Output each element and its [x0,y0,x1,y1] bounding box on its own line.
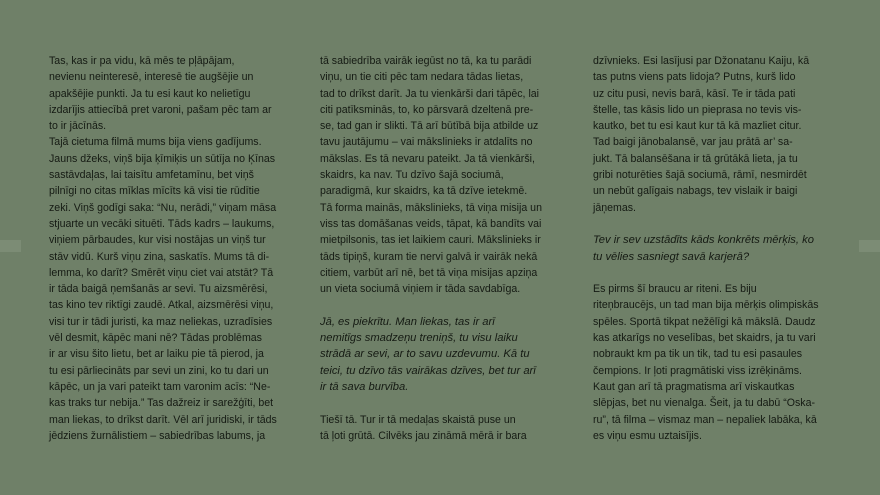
text-line: viņiem pārbaudes, kur visi nostājas un viņš tur [49,234,266,247]
text-line: zeki. Viņš godīgi saka: “Nu, nerādi,” viņam māsa [49,201,277,214]
text-line: mietpilsonis, tas iet laikiem cauri. Mākslinieks ir [320,234,541,247]
text-line: tavu jautājumu – vai mākslinieks ir atdalīts no [320,136,533,149]
prev-page-tab[interactable] [0,240,21,252]
text-line: un nebūt galīgais nabags, tev vislaik ir baigi [593,185,798,198]
text-line: jāņemas. [593,201,636,214]
text-line: kautko, bet tu esi kaut kur tā kā mazliet citur. [593,120,802,133]
interview-question-line: ir tā sava burvība. [320,380,409,393]
text-line: Tajā cietuma filmā mums bija viens gadījums. [49,136,262,149]
text-column-right [593,53,819,444]
text-line: citi patīksminās, to, ko pārsvarā dzeltenā pre- [320,103,534,116]
text-line: un vieta sociumā viņiem ir tāda savdabīga. [320,283,521,296]
text-line: Tiešī tā. Tur ir tā medaļas skaistā puse un [320,413,516,426]
text-line: kas traks tur nebija.” Tas dažreiz ir sarežģīti, bet [49,397,274,410]
text-column-left [49,53,277,444]
text-line: tas kino tev riktīgi zaudē. Atkal, aizsmērēsi viņu, [49,299,274,312]
text-line: tas putns viens pats lidoja? Putns, kurš lido [593,71,796,84]
text-column-middle [320,53,542,444]
text-line: izdarījis attiecībā pret varoni, pašam pēc tam ar [49,103,272,116]
interview-question-line: teici, tu dzīvo tās vairākas dzīves, bet tur arī [320,364,536,377]
text-line: mākslas. Es tā nevaru pateikt. Ja tā vienkārši, [320,152,535,165]
text-line: Es pirms šī braucu ar riteni. Es biju [593,283,757,296]
text-line: stjuarte un vecāki situēti. Tāds kadrs – laukums, [49,217,275,230]
text-line: štelle, tas kāsis lido un pieprasa no tevis vis- [593,103,802,116]
text-line: nevienu neinteresē, interesē tie augšējie un [49,71,254,84]
text-line: se, tad gan ir slikti. Tā arī būtībā bija atbilde uz [320,120,539,133]
text-line: ru”, tā filma – vismaz man – nepaliek labāka, kā [593,413,817,426]
text-line: lemma, ko darīt? Smērēt viņu ciet vai atstāt? Tā [49,266,274,279]
next-page-tab[interactable] [859,240,880,252]
paragraph-gap [593,216,819,232]
interview-question-line: tu vēlies sasniegt savā karjerā? [593,250,750,263]
text-line: čempions. Ir ļoti pragmātiski viss izrēķināms. [593,364,802,377]
text-line: nobraukt km pa tik un tik, tad tu esi pasaules [593,348,803,361]
text-line: kāpēc, un ja vari pateikt tam varonim acīs: “Ne- [49,380,271,393]
text-line: viss tas domāšanas veids, tāpat, kā bandīts vai [320,217,542,230]
text-line: dzīvnieks. Esi lasījusi par Džonatanu Kaiju, kā [593,55,810,67]
paragraph-gap [320,395,542,411]
text-line: skaidrs, ka nav. Tu dzīvo šajā sociumā, [320,169,504,182]
text-line: to ir jācīnās. [49,120,107,133]
text-line: jēdziens žurnālistiem – sabiedrības labums, ja [49,429,266,442]
text-line: slēpjas, bet nu vienalga. Šeit, ja tu dabū “Oska- [593,397,816,410]
text-line: riteņbraucējs, un tad man bija mērķis olimpiskās [593,299,819,312]
text-line: jukt. Tā balansēšana ir tā grūtākā lieta, ja tu [593,152,798,165]
text-line: viņu, un tie citi pēc tam nedara tādas lietas, [320,71,524,84]
text-line: pilnīgi no citas mīklas mīcīts kā visi tie rūdītie [49,185,260,198]
text-line: paradigmā, kur skaidrs, ka tā dzīve ietekmē. [320,185,528,198]
text-line: ir ar visu šito lietu, bet ar laiku pie tā pierod, ja [49,348,264,361]
text-line: Kaut gan arī tā pragmatisma arī viskautkas [593,380,795,393]
text-line: tad to drīkst darīt. Ja tu vienkārši dari tāpēc, lai [320,87,540,100]
text-line: citiem, varbūt arī nē, bet tā viņa misijas apziņa [320,266,538,279]
text-line: stāv vidū. Kurš viņu zina, saskatīs. Mums tā di- [49,250,270,263]
paragraph-gap [320,297,542,313]
interview-question-line: nemitīgs smadzeņu treniņš, tu visu laiku [320,332,518,345]
text-line: uz citu pusi, nevis barā, kāsī. Te ir tāda pati [593,87,796,100]
text-line: tā sabiedrība vairāk iegūst no tā, ka tu parādi [320,55,532,67]
text-line: Jauns džeks, viņš bija ķīmiķis un sūtīja no Ķīnas [49,152,276,165]
interview-question-line: Tev ir sev uzstādīts kāds konkrēts mērķis, ko [593,234,814,247]
text-line: es viņu esmu uztaisījis. [593,429,702,442]
text-line: tā ļoti grūtā. Cilvēks jau zināmā mērā ir bara [320,429,527,442]
interview-question-line: Jā, es piekrītu. Man liekas, tas ir arī [320,315,495,328]
text-line: gribi noturēties šajā sociumā, rāmī, nesmirdēt [593,169,807,182]
text-line: visi tur ir tādi juristi, ka maz neliekas, uzradīsies [49,315,273,328]
text-line: Tas, kas ir pa vidu, kā mēs te pļāpājam, [49,55,235,67]
text-line: apakšējie punkti. Ja tu esi kaut ko nelietīgu [49,87,251,100]
text-line: ir tāda baigā ņemšanās ar sevi. Tu aizsmērēsi, [49,283,268,296]
interview-question-line: strādā ar sevi, ar to savu uzdevumu. Kā tu [320,348,530,361]
text-line: sastāvdaļas, lai taisītu amfetamīnu, bet viņš [49,169,254,182]
paragraph-gap [593,265,819,281]
text-line: Tad baigi jānobalansē, var jau prātā ar’ sa- [593,136,793,149]
text-line: vēl desmit, kāpēc mani nē? Tādas problēmas [49,332,262,345]
text-line: Tā forma mainās, mākslinieks, tā viņa misija un [320,201,542,214]
text-line: kas atkarīgs no veselības, bet skaidrs, ja tu vari [593,332,816,345]
text-line: spēles. Sportā tikpat nežēlīgi kā mākslā. Daudz [593,315,816,328]
text-line: man liekas, to drīkst darīt. Vēl arī juridiski, ir tāds [49,413,277,426]
text-line: tu esi pārliecināts par sevi un zini, ko tu dari un [49,364,269,377]
text-line: tāds tipiņš, kuram tie nervi galvā ir vairāk nekā [320,250,538,263]
